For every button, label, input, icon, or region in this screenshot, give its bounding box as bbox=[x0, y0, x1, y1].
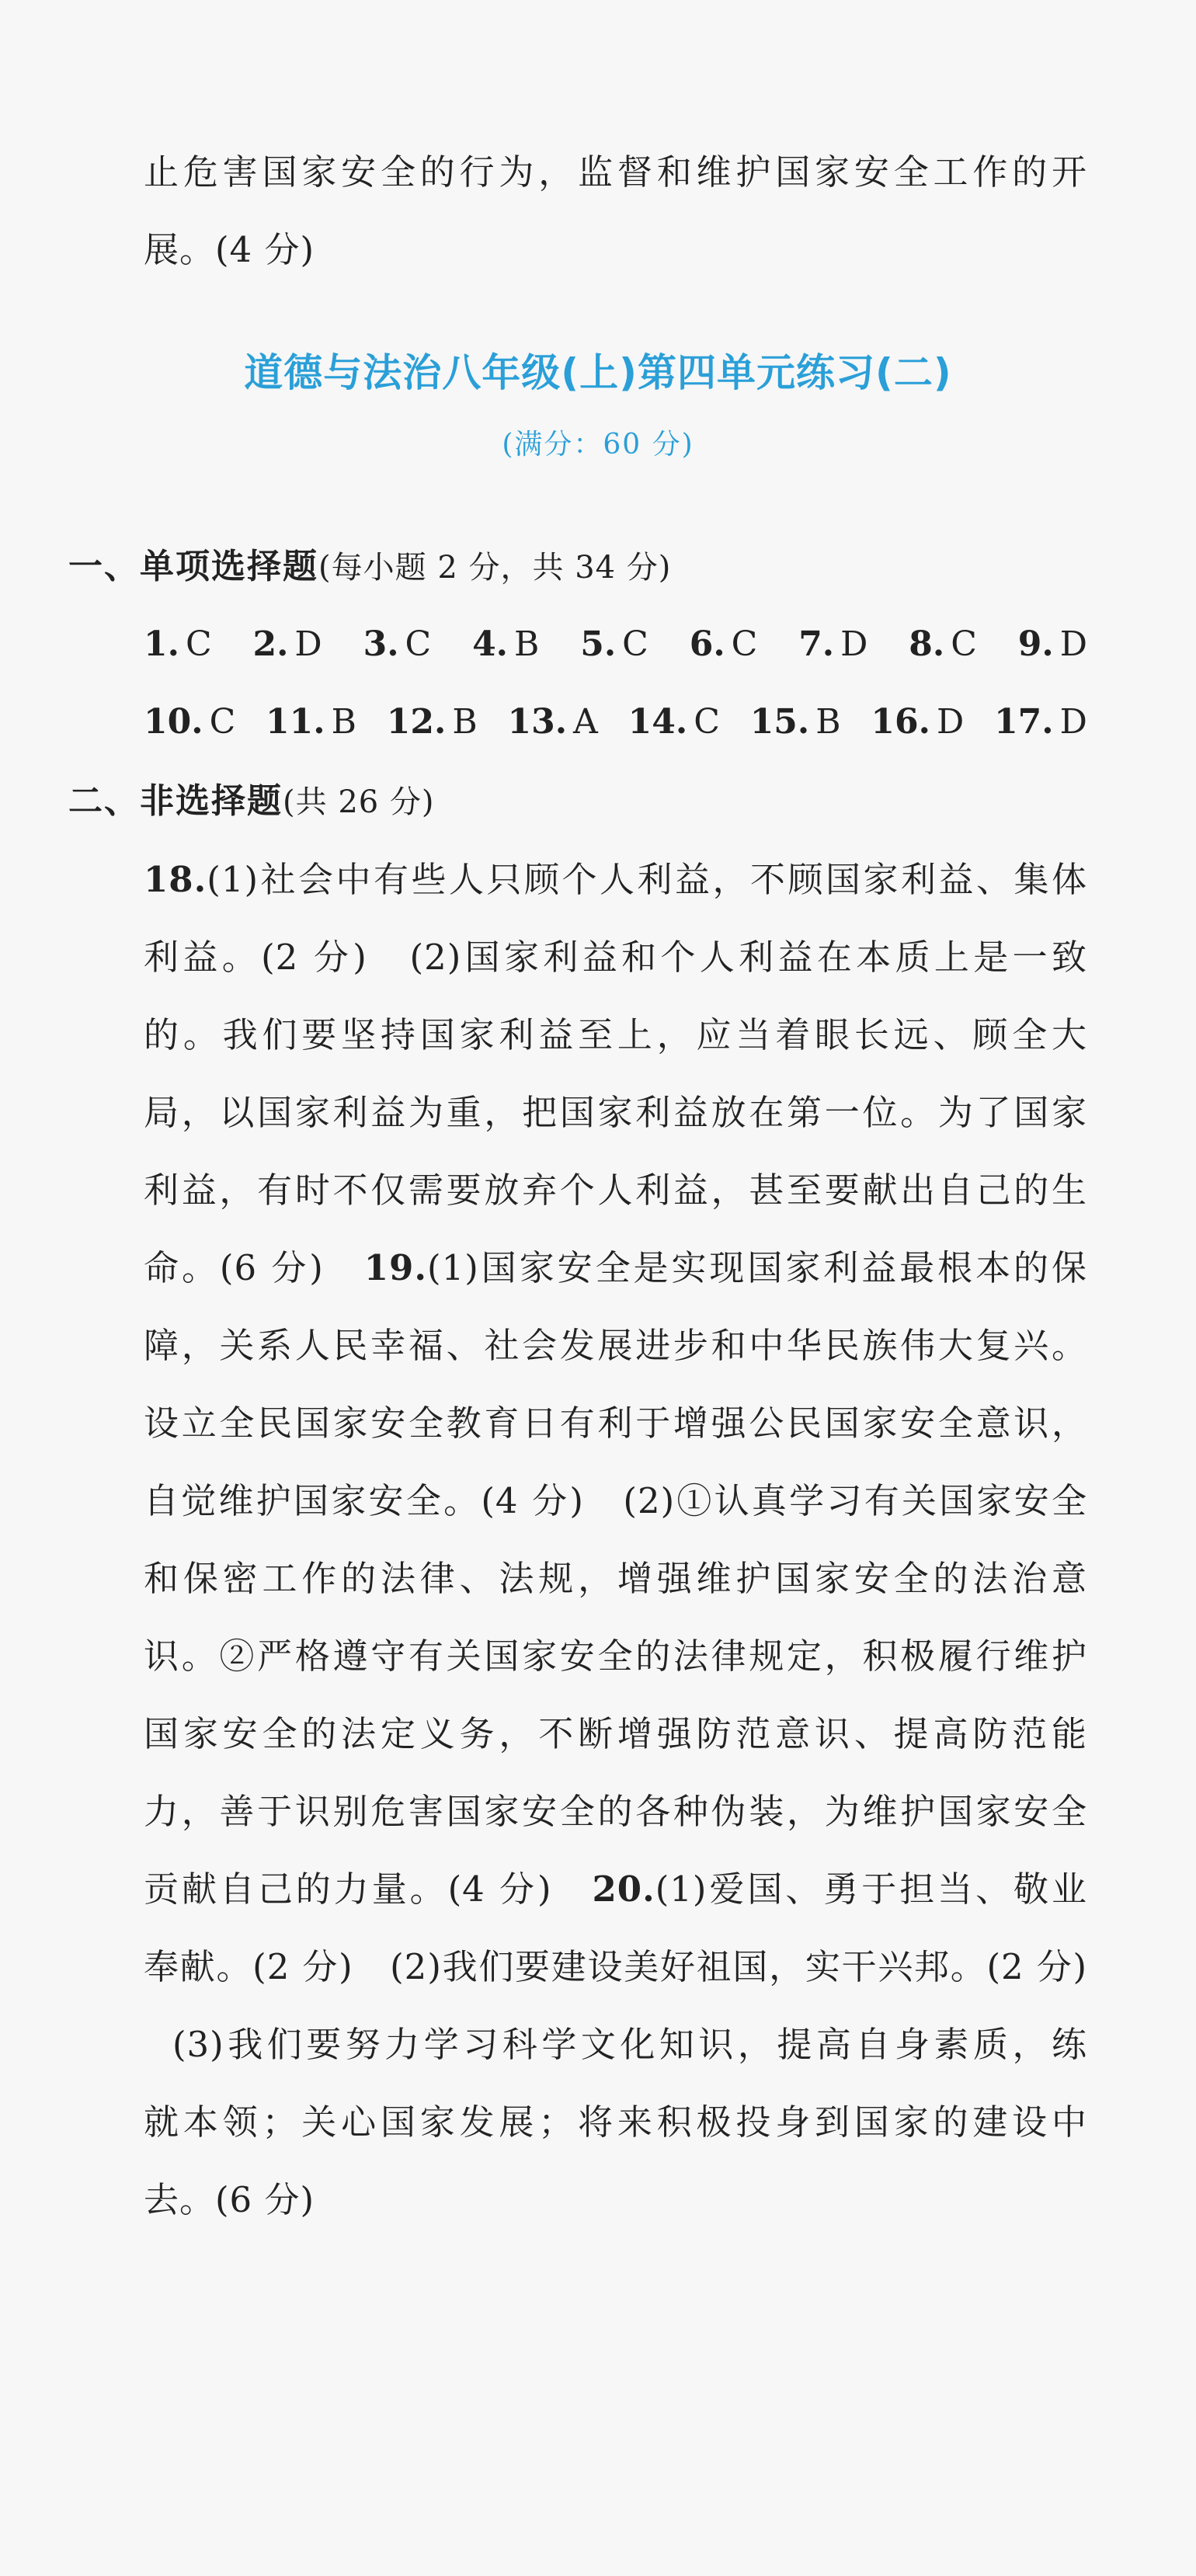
question-number: 19. bbox=[363, 1247, 428, 1288]
body-line: 贡献自己的力量。(4 分) 20.(1)爱国、勇于担当、敬业 bbox=[144, 1869, 1087, 1910]
body-line: 命。(6 分) 19.(1)国家安全是实现国家利益最根本的保 bbox=[144, 1247, 1087, 1288]
body-line: 就本领；关心国家发展；将来积极投身到国家的建设中 bbox=[144, 2101, 1087, 2143]
body-line: 的。我们要坚持国家利益至上，应当着眼长远、顾全大 bbox=[144, 1014, 1087, 1055]
answer-item: 1. C bbox=[144, 624, 212, 664]
body-line: 去。(6 分) bbox=[144, 2179, 315, 2220]
body-line: 18.(1)社会中有些人只顾个人利益，不顾国家利益、集体 bbox=[144, 859, 1087, 900]
page-title: 道德与法治八年级(上)第四单元练习(二) bbox=[244, 350, 952, 395]
answer-item: 4. B bbox=[472, 624, 540, 664]
page-subtitle: (满分：60 分) bbox=[502, 429, 694, 461]
body-line: 力，善于识别危害国家安全的各种伪装，为维护国家安全 bbox=[144, 1791, 1087, 1832]
section-2-note: (共 26 分) bbox=[283, 784, 435, 820]
answer-item: 17. D bbox=[994, 702, 1087, 742]
answer-item: 7. D bbox=[798, 624, 868, 664]
body-line: 和保密工作的法律、法规，增强维护国家安全的法治意 bbox=[144, 1558, 1087, 1599]
answer-item: 14. C bbox=[628, 702, 720, 742]
body-line: 利益，有时不仅需要放弃个人利益，甚至要献出自己的生 bbox=[144, 1170, 1087, 1211]
section-2-title: 二、非选择题 bbox=[68, 781, 283, 821]
body-line: (3)我们要努力学习科学文化知识，提高自身素质，练 bbox=[172, 2024, 1087, 2065]
body-line: 障，关系人民幸福、社会发展进步和中华民族伟大复兴。 bbox=[144, 1325, 1087, 1366]
answer-item: 15. B bbox=[749, 702, 841, 742]
question-number: 20. bbox=[592, 1869, 655, 1910]
answer-item: 16. D bbox=[871, 702, 965, 742]
answer-item: 13. A bbox=[507, 702, 598, 742]
body-line: 设立全民国家安全教育日有利于增强公民国家安全意识， bbox=[144, 1403, 1087, 1444]
answer-item: 9. D bbox=[1017, 624, 1087, 664]
section-1-title: 一、单项选择题 bbox=[68, 547, 318, 586]
answer-item: 2. D bbox=[252, 624, 322, 664]
answer-item: 12. B bbox=[386, 702, 478, 742]
question-number: 18. bbox=[144, 859, 207, 900]
body-line: 识。②严格遵守有关国家安全的法律规定，积极履行维护 bbox=[144, 1636, 1087, 1677]
answer-item: 10. C bbox=[144, 702, 236, 742]
section-1-note: (每小题 2 分，共 34 分) bbox=[318, 550, 672, 586]
section-1-heading bbox=[68, 544, 671, 591]
answer-item: 11. B bbox=[266, 702, 356, 742]
body-line: 局，以国家利益为重，把国家利益放在第一位。为了国家 bbox=[144, 1092, 1087, 1133]
section-2-heading bbox=[68, 778, 435, 826]
answer-item: 6. C bbox=[689, 624, 758, 664]
intro-line-1: 止危害国家安全的行为，监督和维护国家安全工作的开 bbox=[144, 151, 1087, 193]
body-line: 奉献。(2 分) (2)我们要建设美好祖国，实干兴邦。(2 分) bbox=[144, 1946, 1087, 1987]
body-line: 国家安全的法定义务，不断增强防范意识、提高防范能 bbox=[144, 1713, 1087, 1754]
body-line: 利益。(2 分) (2)国家利益和个人利益在本质上是一致 bbox=[144, 937, 1087, 978]
answer-item: 8. C bbox=[909, 624, 977, 664]
answer-item: 5. C bbox=[580, 624, 648, 664]
answer-item: 3. C bbox=[363, 624, 432, 664]
body-line: 自觉维护国家安全。(4 分) (2)①认真学习有关国家安全 bbox=[144, 1480, 1087, 1521]
answer-row-2 bbox=[144, 699, 1087, 746]
intro-line-2: 展。(4 分) bbox=[144, 229, 315, 270]
answer-row-1 bbox=[144, 621, 1087, 668]
